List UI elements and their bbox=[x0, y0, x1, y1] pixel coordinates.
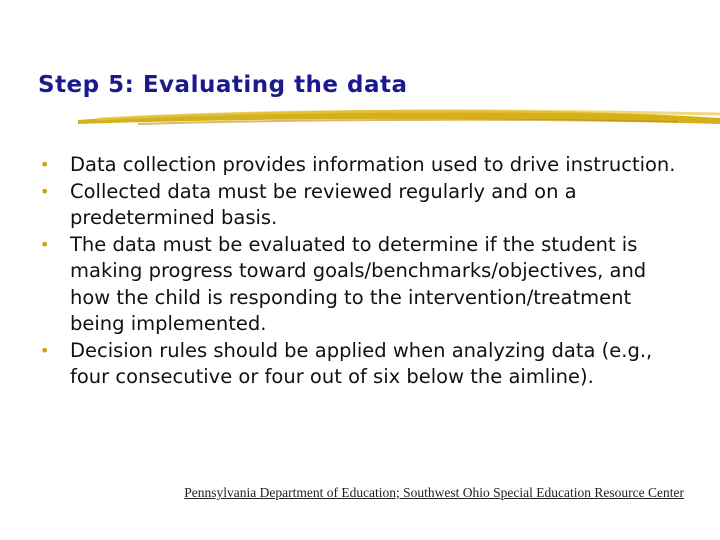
source-link[interactable]: Pennsylvania Department of Education; Southwest Ohio Special Education Resource Center bbox=[184, 485, 684, 500]
bullet-text: Collected data must be reviewed regularly and on a predetermined basis. bbox=[70, 179, 577, 229]
bullet-list bbox=[40, 152, 680, 391]
list-item bbox=[40, 232, 680, 338]
bullet-icon: • bbox=[40, 181, 50, 201]
list-item bbox=[40, 179, 680, 232]
title-underline-stroke bbox=[78, 102, 720, 132]
bullet-text: Data collection provides information used to drive instruction. bbox=[70, 153, 676, 176]
bullet-text: The data must be evaluated to determine if the student is making progress toward goals/benchmarks/objectives, and how the child is responding to the intervention/treatment being implemented. bbox=[70, 232, 647, 335]
slide-title: Step 5: Evaluating the data bbox=[38, 72, 408, 98]
bullet-icon: • bbox=[40, 234, 50, 254]
list-item bbox=[40, 152, 680, 179]
bullet-text: Decision rules should be applied when analyzing data (e.g., four consecutive or four out of six below the aimline). bbox=[70, 338, 653, 388]
list-item bbox=[40, 338, 680, 391]
bullet-icon: • bbox=[40, 340, 50, 360]
bullet-icon: • bbox=[40, 155, 50, 174]
